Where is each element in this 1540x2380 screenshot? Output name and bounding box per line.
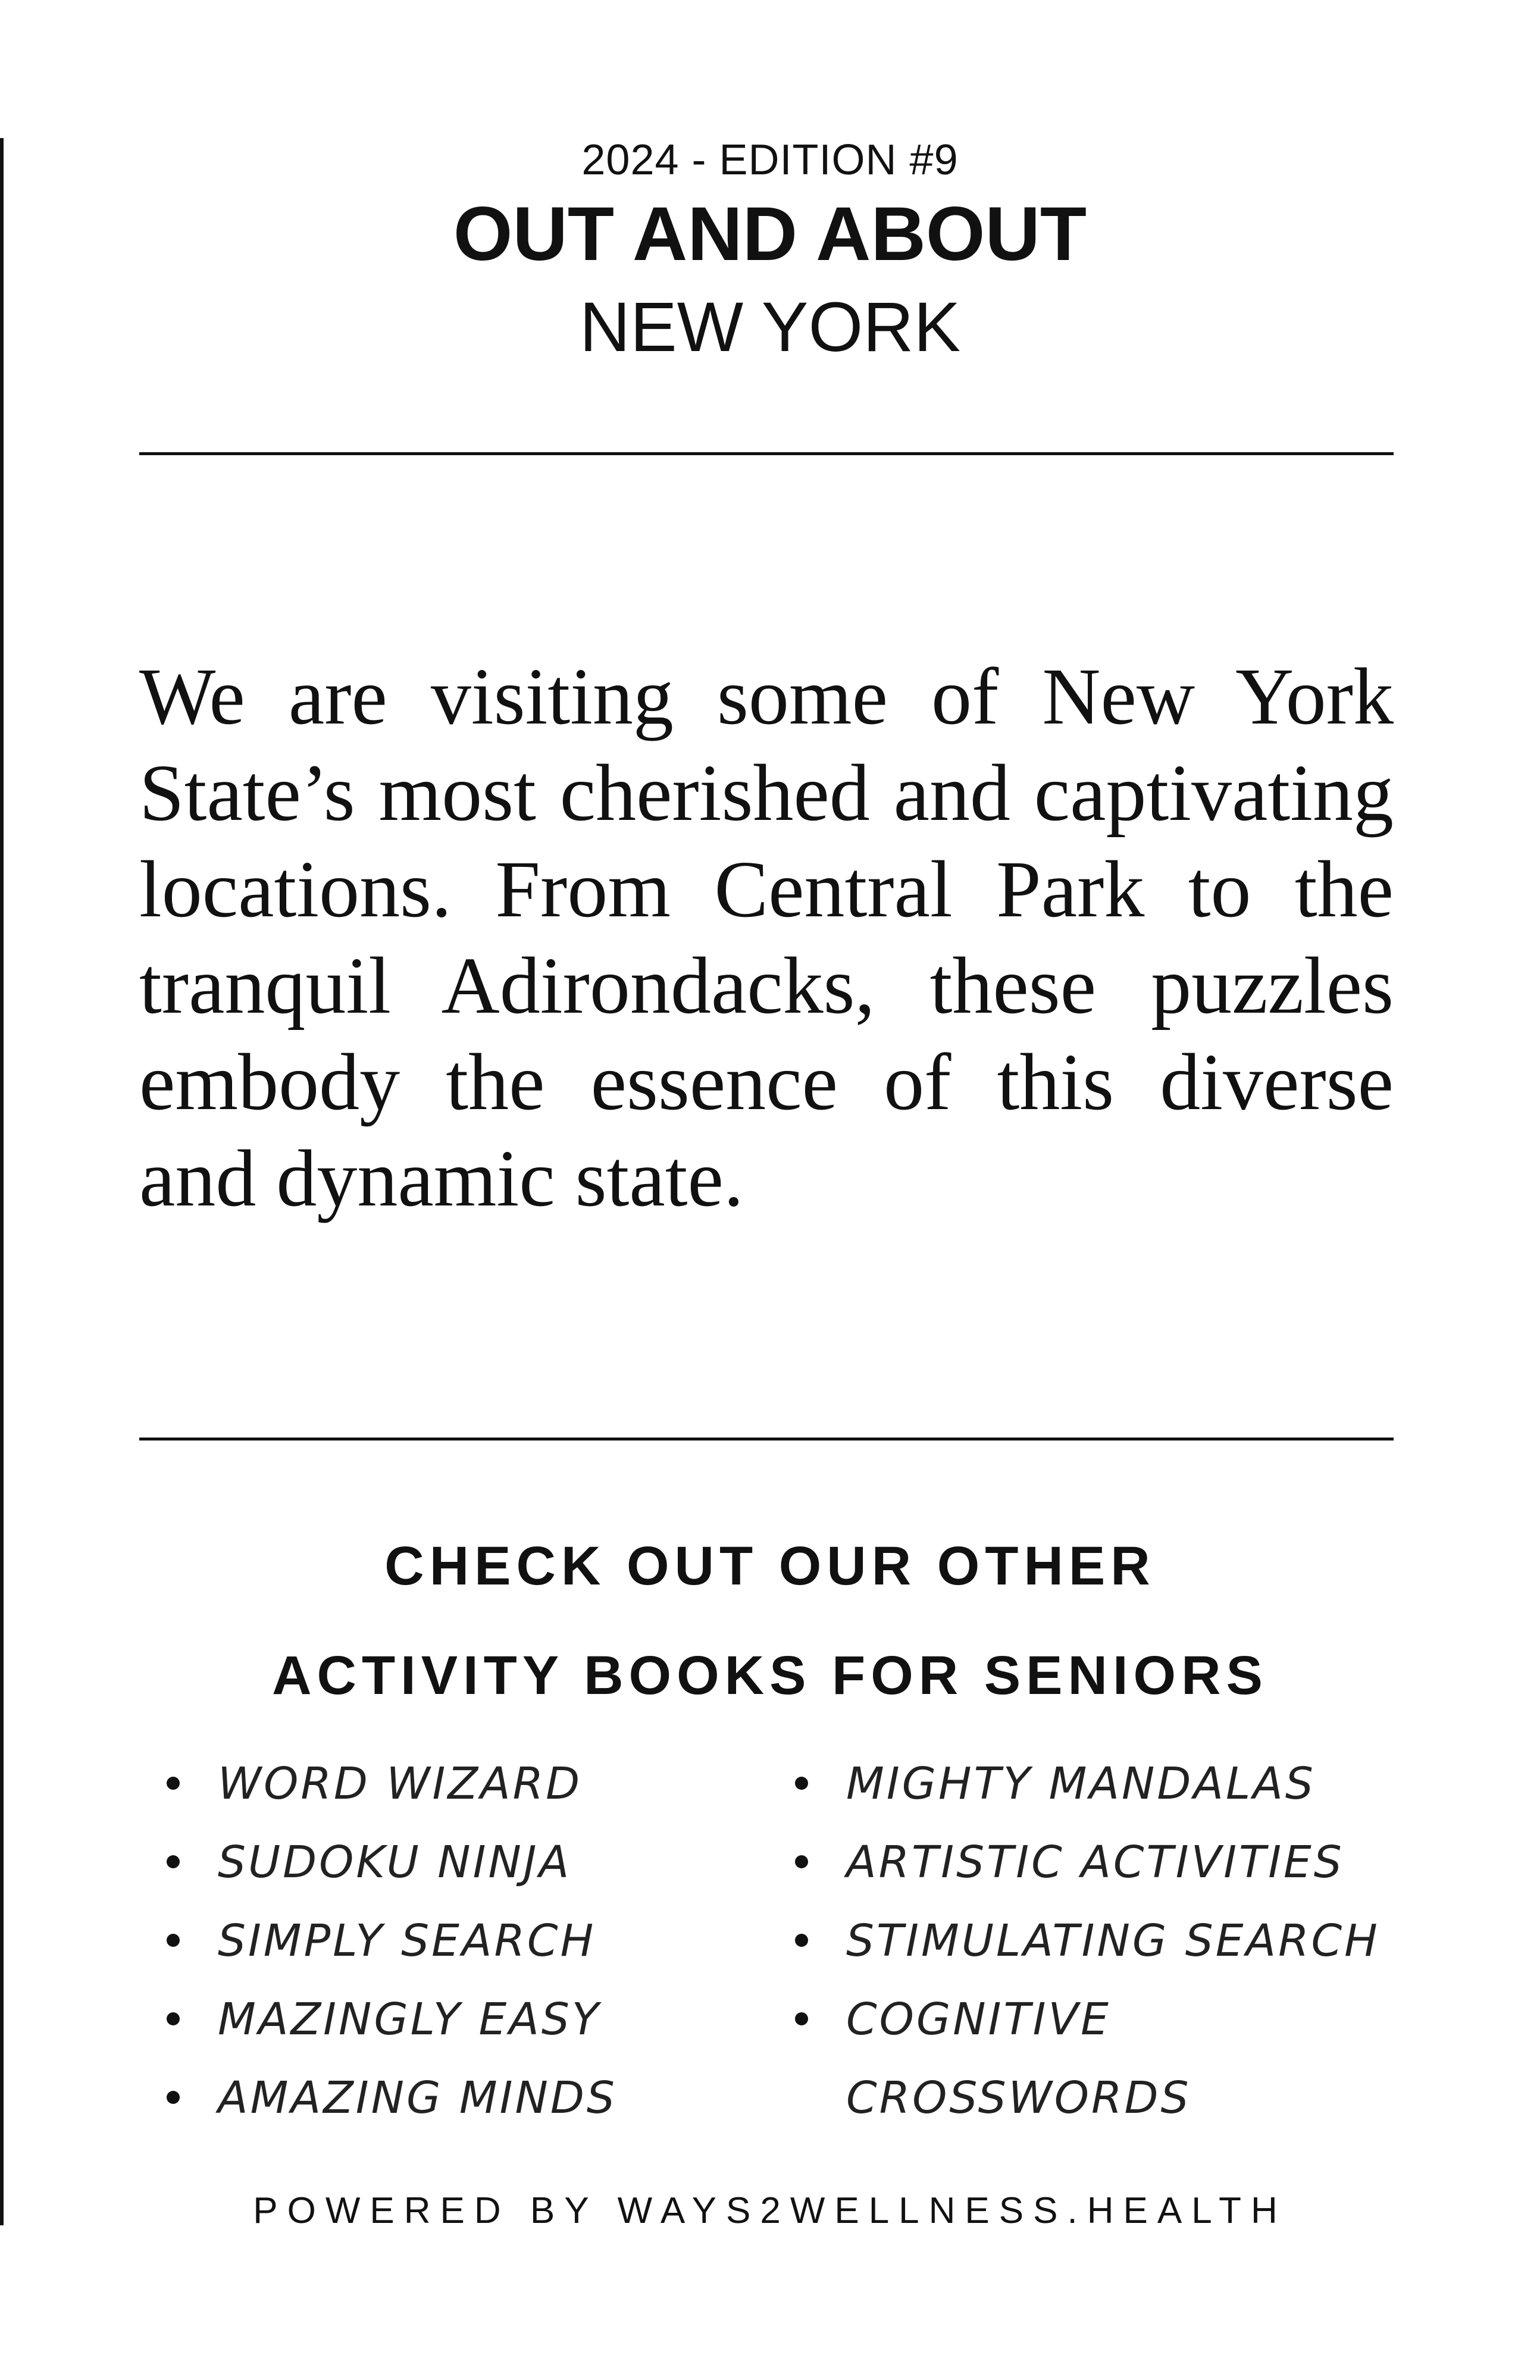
- list-item: [167, 1823, 617, 1902]
- powered-by-footer: POWERED BY WAYS2WELLNESS.HEALTH: [253, 2190, 1287, 2231]
- list-item-label: WORD WIZARD: [218, 1758, 583, 1809]
- list-item: [795, 1745, 1396, 1823]
- top-divider: [139, 452, 1394, 455]
- bullet-icon: [167, 1777, 180, 1790]
- list-item-label: MAZINGLY EASY: [218, 1994, 602, 2045]
- list-item-label: SIMPLY SEARCH: [218, 1915, 596, 1966]
- list-item-label: ARTISTIC ACTIVITIES: [846, 1837, 1344, 1888]
- promo-heading-line-1: CHECK OUT OUR OTHER: [384, 1536, 1156, 1596]
- promo-heading-line-2: ACTIVITY BOOKS FOR SENIORS: [272, 1645, 1268, 1706]
- bullet-icon: [167, 1855, 180, 1868]
- list-item-label: MIGHTY MANDALAS: [846, 1758, 1316, 1809]
- list-item: [167, 1902, 617, 1980]
- list-item: [795, 1980, 1298, 2137]
- list-item-label: COGNITIVE CROSSWORDS: [846, 1994, 1191, 2124]
- intro-paragraph: We are visiting some of New York State’s most cherished and captivating locations. From Central Park to the tranquil Adirondacks, these puzzles embody the essence of this diverse and dynamic state.: [139, 652, 1394, 1223]
- edition-label: 2024 - EDITION #9: [581, 136, 959, 184]
- list-item: [167, 1980, 617, 2059]
- promo-heading: [0, 1511, 1540, 1730]
- bullet-icon: [167, 2012, 180, 2025]
- bullet-icon: [167, 1934, 180, 1947]
- list-item: [167, 2059, 617, 2137]
- list-item: [795, 1902, 1396, 1980]
- book-list-left: [167, 1745, 617, 2137]
- left-spine-line: [0, 138, 4, 2225]
- bullet-icon: [167, 2091, 180, 2104]
- book-list-right: [795, 1745, 1396, 2137]
- book-subtitle: NEW YORK: [579, 288, 961, 367]
- list-item-label: AMAZING MINDS: [218, 2072, 617, 2124]
- list-item: [167, 1745, 617, 1823]
- bullet-icon: [795, 1855, 808, 1868]
- book-title: OUT AND ABOUT: [453, 192, 1087, 277]
- bullet-icon: [795, 2012, 808, 2025]
- list-item: [795, 1823, 1396, 1902]
- list-item-label: SUDOKU NINJA: [218, 1837, 572, 1888]
- bullet-icon: [795, 1777, 808, 1790]
- bottom-divider: [139, 1438, 1394, 1440]
- bullet-icon: [795, 1934, 808, 1947]
- list-item-label: STIMULATING SEARCH: [846, 1915, 1380, 1966]
